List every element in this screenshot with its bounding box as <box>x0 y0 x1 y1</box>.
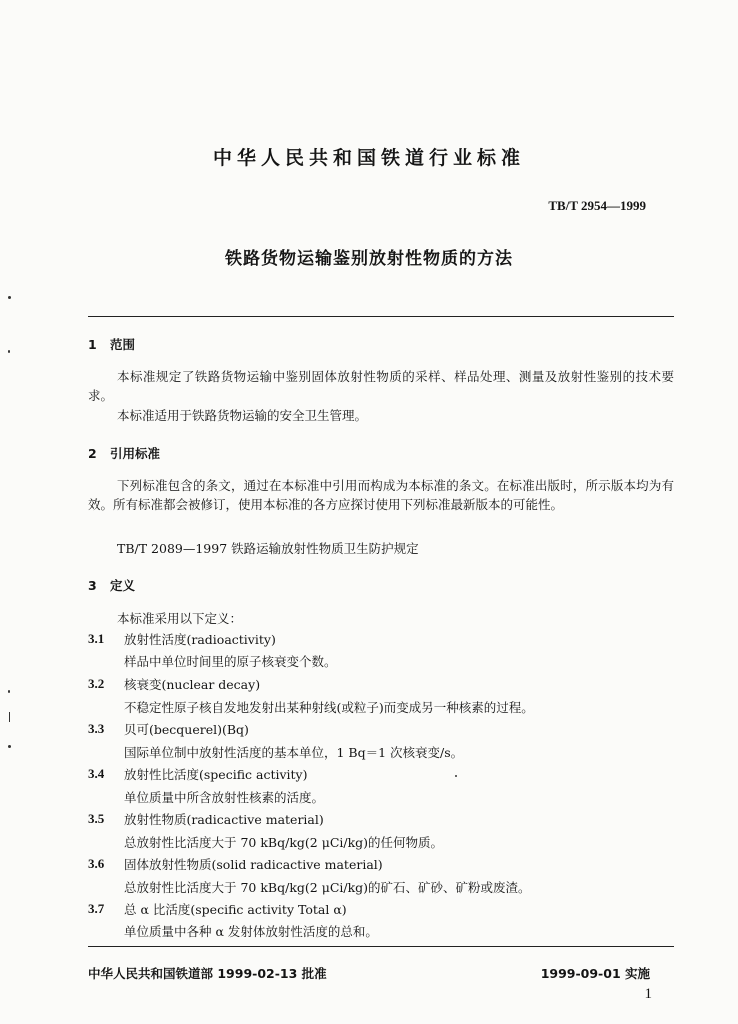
paragraph: 本标准采用以下定义： <box>117 611 243 626</box>
paragraph: 下列标准包含的条文，通过在本标准中引用而构成为本标准的条文。在标准出版时，所示版本均为有效。所有标准都会被修订，使用本标准的各方应探讨使用下列标准最新版本的可能性。 <box>88 478 674 512</box>
definition-number: 3.1 <box>88 631 105 646</box>
definition-desc: 单位质量中所含放射性核素的活度。 <box>124 790 325 805</box>
definition-number: 3.7 <box>88 901 105 916</box>
standard-category: 中华人民共和国铁道行业标准 <box>212 147 525 169</box>
definition-number: 3.4 <box>88 766 105 781</box>
scan-speck <box>8 296 11 299</box>
section-number: 3 <box>88 578 97 593</box>
header-divider <box>88 316 674 317</box>
section-title: 引用标准 <box>110 446 161 461</box>
implementation-date: 1999-09-01 实施 <box>540 966 650 981</box>
document-title: 铁路货物运输鉴别放射性物质的方法 <box>225 249 513 269</box>
definition-term: 放射性活度(radioactivity) <box>124 632 276 647</box>
approval-line: 中华人民共和国铁道部 1999-02-13 批准 <box>88 966 327 981</box>
section-number: 1 <box>88 337 97 352</box>
definition-desc: 总放射性比活度大于 70 kBq/kg(2 μCi/kg)的任何物质。 <box>124 835 444 850</box>
standard-number: TB/T 2954—1999 <box>548 198 646 213</box>
definition-term: 固体放射性物质(solid radicactive material) <box>124 857 383 872</box>
section-heading-2 <box>88 444 160 462</box>
section-title: 范围 <box>110 337 136 352</box>
page-number: 1 <box>644 986 652 1002</box>
section-number: 2 <box>88 446 97 461</box>
definition-desc: 样品中单位时间里的原子核衰变个数。 <box>124 654 337 669</box>
scan-speck <box>8 690 10 693</box>
definition-term: 贝可(becquerel)(Bq) <box>124 722 249 737</box>
section-title: 定义 <box>110 578 136 593</box>
definition-desc: 国际单位制中放射性活度的基本单位，1 Bq＝1 次核衰变/s。 <box>124 745 464 760</box>
definition-desc: 总放射性比活度大于 70 kBq/kg(2 μCi/kg)的矿石、矿砂、矿粉或废渣。 <box>124 880 531 895</box>
definition-term: 核衰变(nuclear decay) <box>124 677 261 692</box>
paragraph: 本标准规定了铁路货物运输中鉴别固体放射性物质的采样、样品处理、测量及放射性鉴别的技术要求。 <box>88 369 674 403</box>
definition-number: 3.3 <box>88 721 105 736</box>
definition-desc: 单位质量中各种 α 发射体放射性活度的总和。 <box>124 924 378 939</box>
paragraph: 本标准适用于铁路货物运输的安全卫生管理。 <box>117 408 368 423</box>
definition-number: 3.6 <box>88 856 105 871</box>
scan-speck <box>8 350 10 353</box>
section-heading-3 <box>88 576 135 594</box>
scan-speck <box>455 775 457 777</box>
definition-term: 放射性物质(radicactive material) <box>124 812 324 827</box>
definition-desc: 不稳定性原子核自发地发射出某种射线(或粒子)而变成另一种核素的过程。 <box>124 700 534 715</box>
scan-speck <box>8 745 11 748</box>
section-heading-1 <box>88 335 135 353</box>
definition-number: 3.5 <box>88 811 105 826</box>
reference-item: TB/T 2089—1997 铁路运输放射性物质卫生防护规定 <box>117 541 419 556</box>
definition-number: 3.2 <box>88 676 105 691</box>
scan-speck <box>9 712 10 722</box>
footer-divider <box>88 946 674 947</box>
definition-term: 放射性比活度(specific activity) <box>124 767 308 782</box>
definition-term: 总 α 比活度(specific activity Total α) <box>124 902 347 917</box>
